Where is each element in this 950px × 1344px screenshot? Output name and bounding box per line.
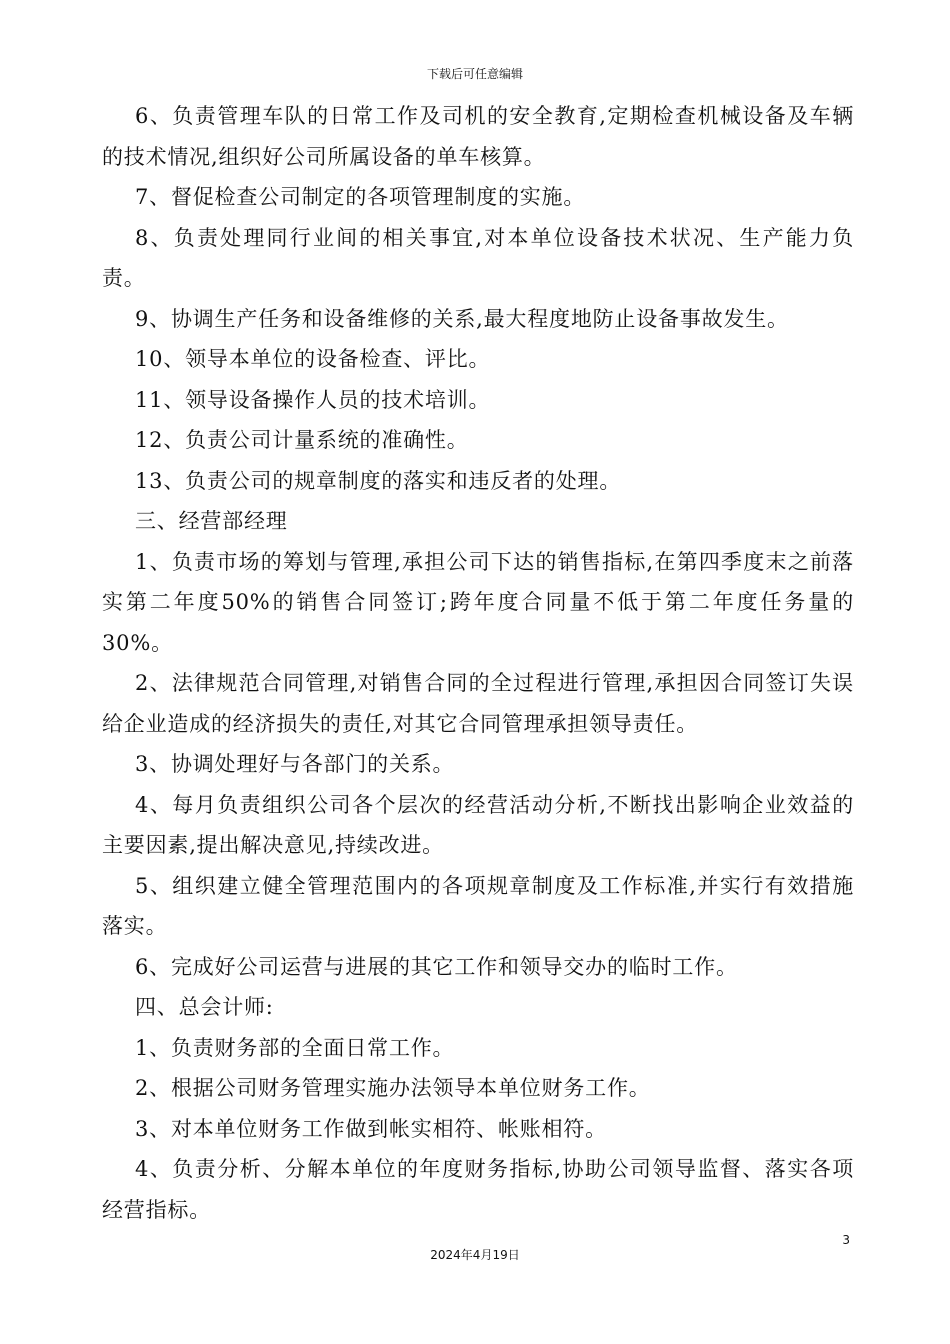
paragraph-item-13-regulations: 13、负责公司的规章制度的落实和违反者的处理。	[135, 468, 622, 493]
page-header: 下载后可任意编辑	[426, 67, 523, 81]
section-heading-business-manager: 三、经营部经理	[135, 509, 288, 533]
paragraph-accountant-1-daily: 1、负责财务部的全面日常工作。	[135, 1035, 455, 1060]
section-heading-chief-accountant: 四、总会计师:	[135, 995, 274, 1019]
page-footer-date: 2024年4月19日	[430, 1248, 520, 1262]
paragraph-item-12-metering: 12、负责公司计量系统的准确性。	[135, 428, 469, 452]
paragraph-accountant-4-indicators: 4、负责分析、分解本单位的年度财务指标,协助公司领导监督、落实各项经营指标。	[102, 1157, 854, 1222]
page-number: 3	[842, 1233, 850, 1247]
paragraph-item-8-peer-affairs: 8、负责处理同行业间的相关事宜,对本单位设备技术状况、生产能力负责。	[102, 225, 854, 290]
paragraph-business-1-market: 1、负责市场的筹划与管理,承担公司下达的销售指标,在第四季度末之前落实第二年度50%的销售合同签订;跨年度合同量不低于第二年度任务量的30%。	[102, 549, 854, 655]
document-body	[102, 96, 854, 1230]
paragraph-business-3-relations: 3、协调处理好与各部门的关系。	[135, 752, 455, 776]
paragraph-business-6-other-work: 6、完成好公司运营与进展的其它工作和领导交办的临时工作。	[135, 954, 738, 979]
paragraph-item-10-inspection: 10、领导本单位的设备检查、评比。	[135, 347, 491, 371]
paragraph-business-4-analysis: 4、每月负责组织公司各个层次的经营活动分析,不断找出影响企业效益的主要因素,提出解决意见,持续改进。	[102, 792, 854, 857]
paragraph-accountant-3-accounts: 3、对本单位财务工作做到帐实相符、帐账相符。	[135, 1116, 607, 1141]
paragraph-item-11-training: 11、领导设备操作人员的技术培训。	[135, 387, 491, 412]
paragraph-item-7-supervise: 7、督促检查公司制定的各项管理制度的实施。	[135, 185, 586, 209]
paragraph-accountant-2-lead: 2、根据公司财务管理实施办法领导本单位财务工作。	[135, 1076, 651, 1100]
paragraph-business-5-rules: 5、组织建立健全管理范围内的各项规章制度及工作标准,并实行有效措施落实。	[102, 873, 854, 938]
paragraph-item-9-coordinate: 9、协调生产任务和设备维修的关系,最大程度地防止设备事故发生。	[135, 306, 789, 331]
paragraph-item-6-fleet: 6、负责管理车队的日常工作及司机的安全教育,定期检查机械设备及车辆的技术情况,组织好公司所属设备的单车核算。	[102, 104, 854, 169]
paragraph-business-2-contracts: 2、法律规范合同管理,对销售合同的全过程进行管理,承担因合同签订失误给企业造成的经济损失的责任,对其它合同管理承担领导责任。	[102, 671, 854, 736]
